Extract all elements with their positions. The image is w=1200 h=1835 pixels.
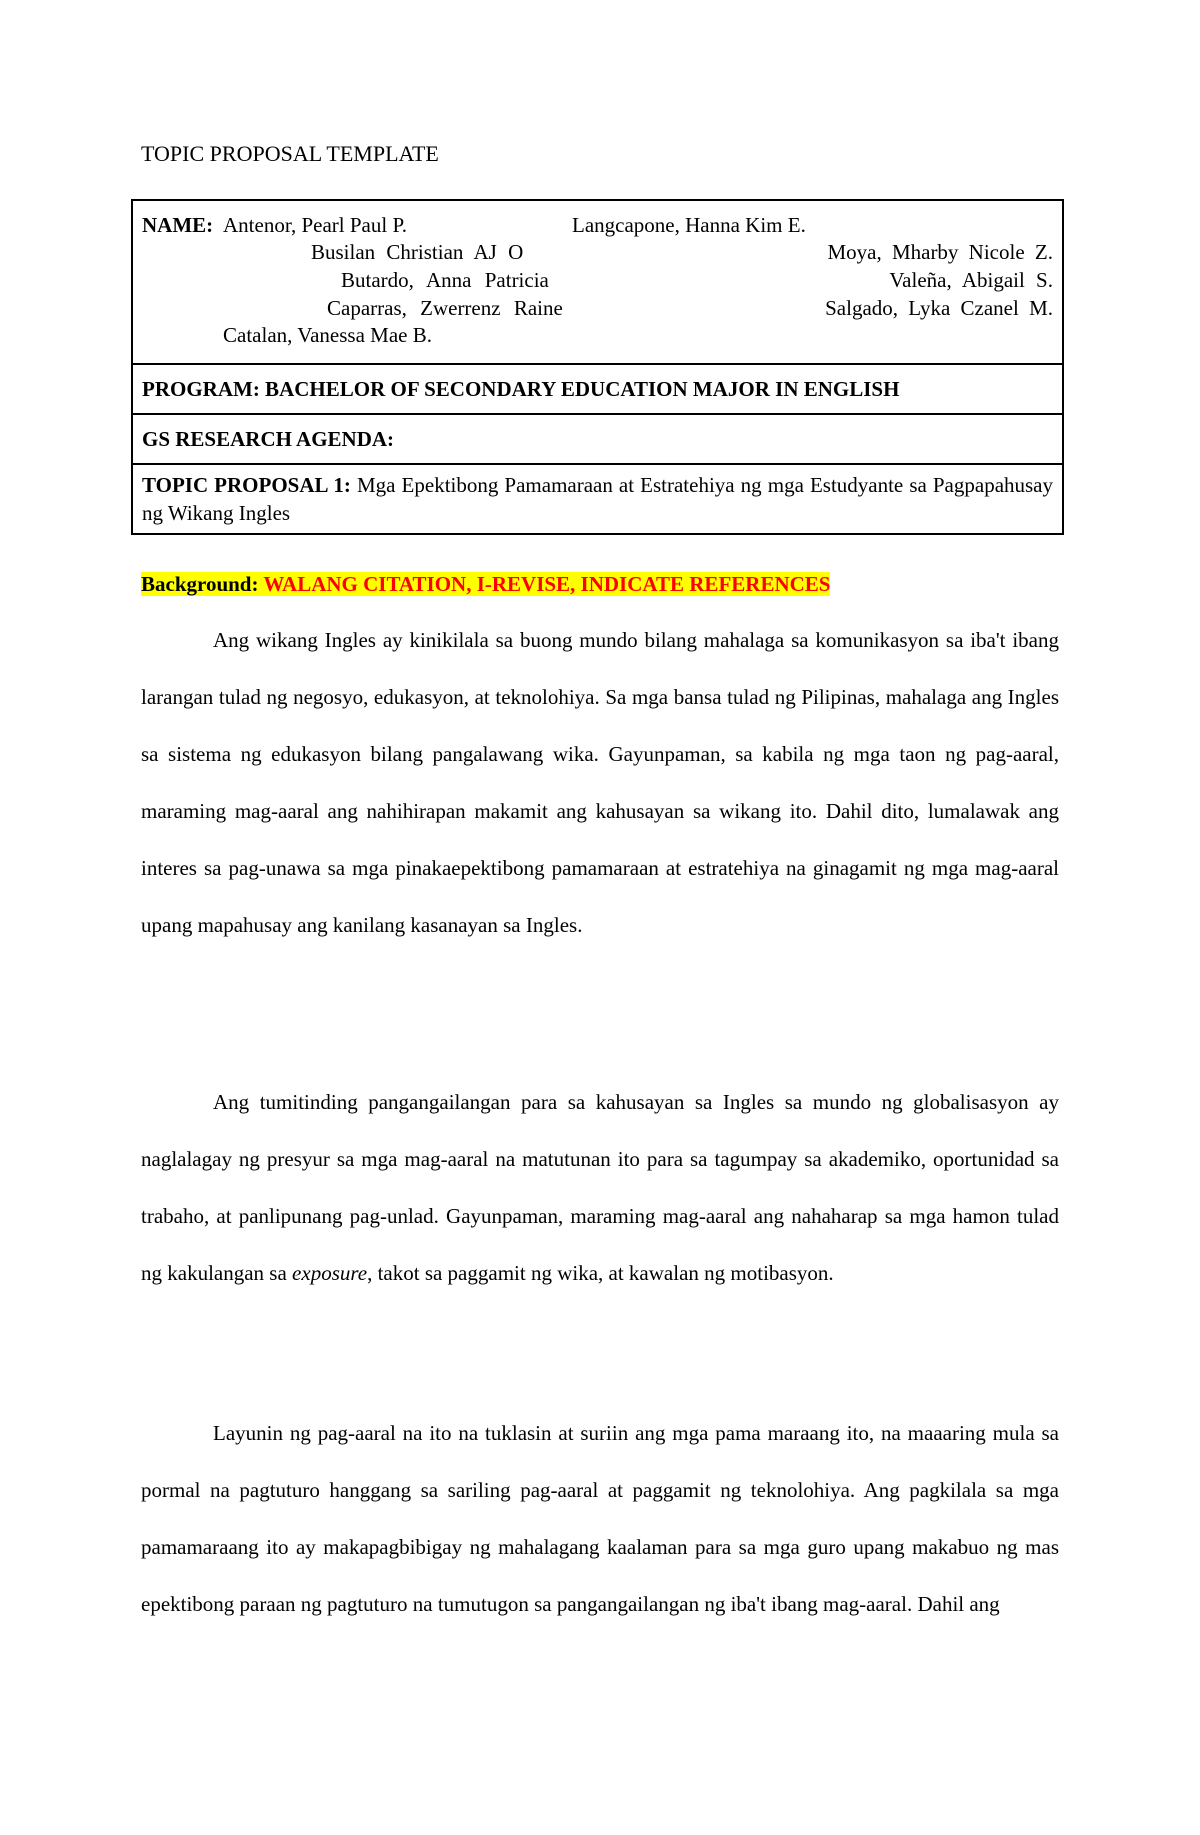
member-name: Moya, Mharby Nicole Z.: [827, 240, 1053, 264]
name-row: [132, 200, 1063, 364]
member-name: Busilan Christian AJ O: [311, 240, 524, 264]
name-cell: [132, 200, 1063, 364]
agenda-row: [132, 414, 1063, 464]
topic-row: [132, 464, 1063, 534]
name-label: NAME:: [142, 213, 214, 237]
paragraph-text: , takot sa paggamit ng wika, at kawalan ng motibasyon.: [367, 1261, 834, 1285]
italic-term: exposure: [292, 1261, 368, 1285]
member-name: Salgado, Lyka Czanel M.: [825, 296, 1053, 320]
background-paragraph-1: Ang wikang Ingles ay kinikilala sa buong mundo bilang mahalaga sa komunikasyon sa iba't ibang larangan tulad ng negosyo, edukasyon, at teknolohiya. Sa mga bansa tulad ng Pilipinas, mahalaga ang Ingles sa sistema ng edukasyon bilang pangalawang wika. Gayunpaman, sa kabila ng mga taon ng pag-aaral, maraming mag-aaral ang nahihirapan makamit ang kahusayan sa wikang ito. Dahil dito, lumalawak ang interes sa pag-unawa sa mga pinakaepektibong pamamaraan at estratehiya na ginagamit ng mga mag-aaral upang mapahusay ang kanilang kasanayan sa Ingles.: [141, 628, 1059, 937]
topic-label: TOPIC PROPOSAL 1:: [142, 473, 351, 497]
topic-cell: [132, 464, 1063, 534]
research-agenda-cell: GS RESEARCH AGENDA:: [132, 414, 1063, 464]
proposal-info-table: [131, 199, 1064, 535]
background-paragraph-3: Layunin ng pag-aaral na ito na tuklasin at suriin ang mga pama maraang ito, na maaaring mula sa pormal na pagtuturo hanggang sa sariling pag-aaral at paggamit ng teknolohiya. Ang pagkilala sa mga pamamaraang ito ay makapagbibigay ng mahalagang kaalaman para sa mga guro upang makabuo ng mas epektibong paraan ng pagtuturo na tumutugon sa pangangailangan ng iba't ibang mag-aaral. Dahil ang: [141, 1421, 1059, 1616]
member-name: Catalan, Vanessa Mae B.: [223, 323, 432, 347]
program-cell: PROGRAM: BACHELOR OF SECONDARY EDUCATION MAJOR IN ENGLISH: [132, 364, 1063, 414]
member-name: Valeña, Abigail S.: [889, 268, 1053, 292]
member-name: Langcapone, Hanna Kim E.: [572, 213, 806, 237]
member-name: Antenor, Pearl Paul P.: [223, 213, 408, 237]
reviewer-note: WALANG CITATION, I-REVISE, INDICATE REFERENCES: [263, 572, 831, 596]
program-row: [132, 364, 1063, 414]
topic-text: Mga Epektibong Pamamaraan at Estratehiya ng mga Estudyante sa Pagpapahusay ng Wikang Ingles: [142, 473, 1054, 525]
member-name: Butardo, Anna Patricia: [341, 268, 549, 292]
background-heading: [141, 570, 830, 598]
paragraph-text: Ang tumitinding pangangailangan para sa kahusayan sa Ingles sa mundo ng globalisasyon ay naglalagay ng presyur sa mga mag-aaral na matutunan ito para sa tagumpay sa akademiko, oportunidad sa trabaho, at panlipunang pag-unlad. Gayunpaman, maraming mag-aaral ang nahaharap sa mga hamon tulad ng kakulangan sa: [141, 1090, 1059, 1285]
member-name: Caparras, Zwerrenz Raine: [327, 296, 563, 320]
highlighted-heading: [141, 572, 830, 596]
background-label: Background:: [141, 572, 259, 596]
document-title: TOPIC PROPOSAL TEMPLATE: [141, 141, 439, 166]
background-paragraph-2: [141, 1074, 1059, 1302]
